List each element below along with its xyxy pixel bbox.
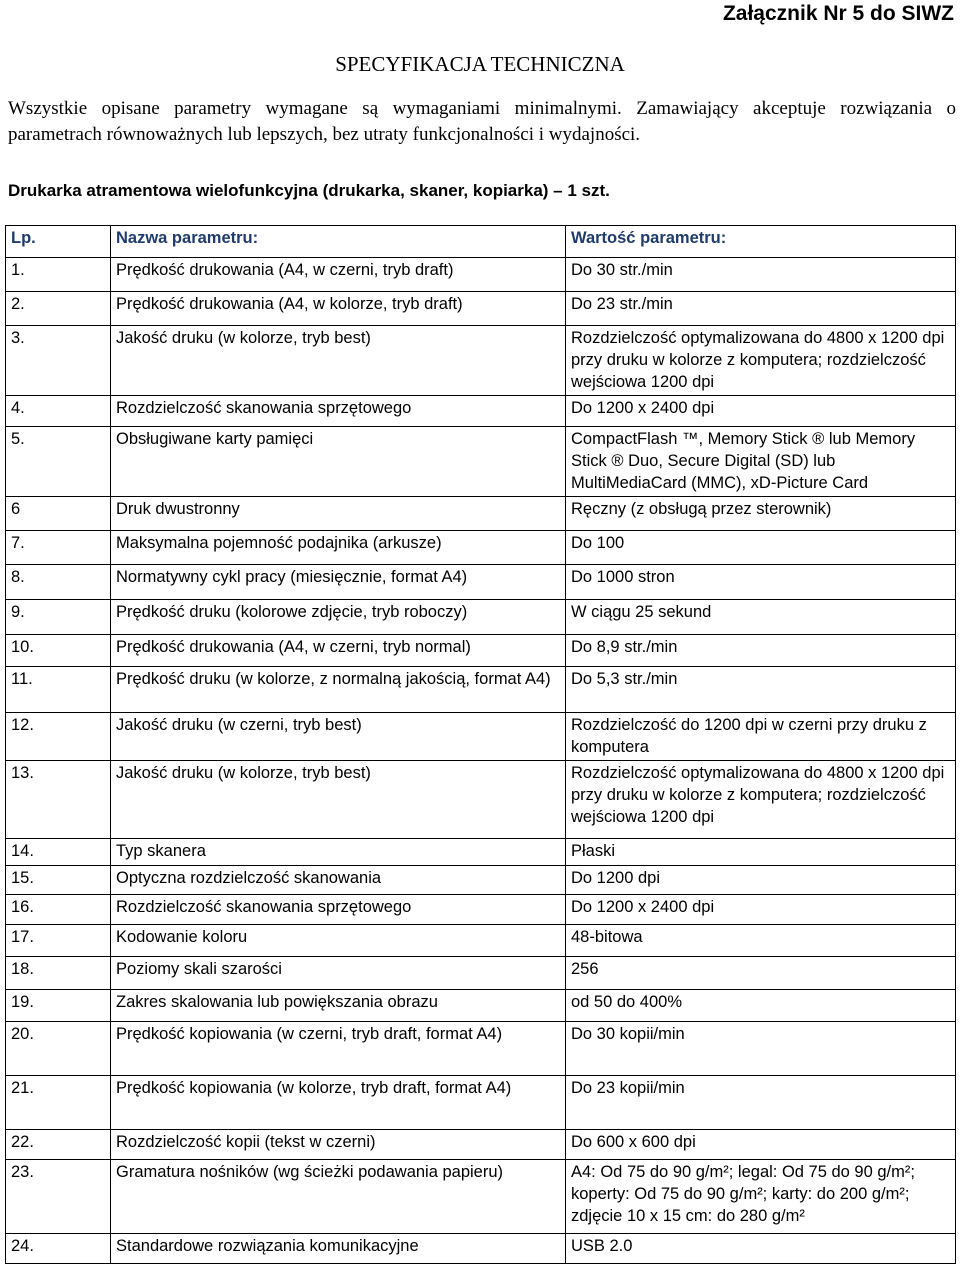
parameter-value: Do 1200 x 2400 dpi — [566, 895, 956, 925]
table-row — [6, 531, 956, 565]
parameter-value: Ręczny (z obsługą przez sterownik) — [566, 497, 956, 531]
parameter-value: Płaski — [566, 839, 956, 866]
table-row — [6, 565, 956, 600]
parameter-name: Jakość druku (w kolorze, tryb best) — [111, 326, 566, 396]
parameter-name: Prędkość drukowania (A4, w czerni, tryb draft) — [111, 258, 566, 292]
row-number: 16. — [6, 895, 111, 925]
parameter-name: Jakość druku (w czerni, tryb best) — [111, 713, 566, 761]
parameter-name: Typ skanera — [111, 839, 566, 866]
row-number: 1. — [6, 258, 111, 292]
table-row — [6, 600, 956, 635]
row-number: 15. — [6, 866, 111, 895]
row-number: 20. — [6, 1022, 111, 1076]
parameter-name: Standardowe rozwiązania komunikacyjne — [111, 1234, 566, 1264]
parameter-value: Do 8,9 str./min — [566, 635, 956, 667]
table-row — [6, 1076, 956, 1130]
parameter-value: Do 1200 dpi — [566, 866, 956, 895]
table-row — [6, 895, 956, 925]
parameter-value: Do 30 kopii/min — [566, 1022, 956, 1076]
row-number: 2. — [6, 292, 111, 326]
row-number: 21. — [6, 1076, 111, 1130]
parameter-name: Rozdzielczość skanowania sprzętowego — [111, 396, 566, 427]
document-title: SPECYFIKACJA TECHNICZNA — [335, 52, 625, 76]
parameter-value: 256 — [566, 957, 956, 990]
row-number: 3. — [6, 326, 111, 396]
row-number: 4. — [6, 396, 111, 427]
table-row — [6, 258, 956, 292]
parameter-value: Do 23 str./min — [566, 292, 956, 326]
parameter-name: Prędkość kopiowania (w czerni, tryb draft, format A4) — [111, 1022, 566, 1076]
row-number: 12. — [6, 713, 111, 761]
parameter-name: Normatywny cykl pracy (miesięcznie, format A4) — [111, 565, 566, 600]
row-number: 18. — [6, 957, 111, 990]
row-number: 9. — [6, 600, 111, 635]
table-row — [6, 713, 956, 761]
parameter-name: Rozdzielczość skanowania sprzętowego — [111, 895, 566, 925]
table-row — [6, 635, 956, 667]
row-number: 17. — [6, 925, 111, 957]
parameter-value: Do 100 — [566, 531, 956, 565]
parameter-value: Do 1000 stron — [566, 565, 956, 600]
table-row — [6, 1130, 956, 1160]
table-row — [6, 497, 956, 531]
row-number: 22. — [6, 1130, 111, 1160]
table-row — [6, 1234, 956, 1264]
row-number: 7. — [6, 531, 111, 565]
row-number: 23. — [6, 1160, 111, 1234]
parameter-value: Rozdzielczość do 1200 dpi w czerni przy druku z komputera — [566, 713, 956, 761]
row-number: 11. — [6, 667, 111, 713]
spec-table-body — [6, 258, 956, 1264]
parameter-value: W ciągu 25 sekund — [566, 600, 956, 635]
table-row — [6, 866, 956, 895]
parameter-name: Poziomy skali szarości — [111, 957, 566, 990]
row-number: 8. — [6, 565, 111, 600]
table-row — [6, 761, 956, 839]
parameter-name: Gramatura nośników (wg ścieżki podawania papieru) — [111, 1160, 566, 1234]
parameter-name: Prędkość druku (w kolorze, z normalną jakością, format A4) — [111, 667, 566, 713]
table-row — [6, 839, 956, 866]
parameter-value: Do 30 str./min — [566, 258, 956, 292]
table-row — [6, 396, 956, 427]
parameter-value: Do 23 kopii/min — [566, 1076, 956, 1130]
table-row — [6, 292, 956, 326]
header-parameter-name: Nazwa parametru: — [111, 226, 566, 258]
annex-label: Załącznik Nr 5 do SIWZ — [722, 2, 954, 25]
header-parameter-value: Wartość parametru: — [566, 226, 956, 258]
table-row — [6, 1022, 956, 1076]
parameter-value: CompactFlash ™, Memory Stick ® lub Memory Stick ® Duo, Secure Digital (SD) lub MultiMediaCard (MMC), xD-Picture Card — [566, 427, 956, 497]
table-row — [6, 990, 956, 1022]
intro-paragraph: Wszystkie opisane parametry wymagane są wymaganiami minimalnymi. Zamawiający akceptuje rozwiązania o parametrach równoważnych lub lepszych, bez utraty funkcjonalności i wydajności. — [8, 98, 956, 145]
spec-table — [5, 225, 956, 1264]
parameter-value: Rozdzielczość optymalizowana do 4800 x 1200 dpi przy druku w kolorze z komputera; rozdzielczość wejściowa 1200 dpi — [566, 326, 956, 396]
parameter-value: Rozdzielczość optymalizowana do 4800 x 1200 dpi przy druku w kolorze z komputera; rozdzielczość wejściowa 1200 dpi — [566, 761, 956, 839]
parameter-name: Zakres skalowania lub powiększania obrazu — [111, 990, 566, 1022]
table-row — [6, 667, 956, 713]
table-row — [6, 1160, 956, 1234]
parameter-value: 48-bitowa — [566, 925, 956, 957]
row-number: 10. — [6, 635, 111, 667]
row-number: 13. — [6, 761, 111, 839]
row-number: 6 — [6, 497, 111, 531]
table-row — [6, 925, 956, 957]
device-subtitle: Drukarka atramentowa wielofunkcyjna (drukarka, skaner, kopiarka) – 1 szt. — [8, 181, 610, 200]
parameter-value: od 50 do 400% — [566, 990, 956, 1022]
parameter-value: Do 1200 x 2400 dpi — [566, 396, 956, 427]
parameter-name: Prędkość drukowania (A4, w kolorze, tryb draft) — [111, 292, 566, 326]
header-lp: Lp. — [6, 226, 111, 258]
row-number: 14. — [6, 839, 111, 866]
table-row — [6, 326, 956, 396]
parameter-name: Rozdzielczość kopii (tekst w czerni) — [111, 1130, 566, 1160]
parameter-name: Prędkość druku (kolorowe zdjęcie, tryb roboczy) — [111, 600, 566, 635]
row-number: 19. — [6, 990, 111, 1022]
table-row — [6, 957, 956, 990]
parameter-value: USB 2.0 — [566, 1234, 956, 1264]
parameter-value: A4: Od 75 do 90 g/m²; legal: Od 75 do 90 g/m²; koperty: Od 75 do 90 g/m²; karty: do 200 g/m²; zdjęcie 10 x 15 cm: do 280 g/m² — [566, 1160, 956, 1234]
parameter-name: Kodowanie koloru — [111, 925, 566, 957]
row-number: 5. — [6, 427, 111, 497]
table-row — [6, 427, 956, 497]
parameter-name: Jakość druku (w kolorze, tryb best) — [111, 761, 566, 839]
parameter-name: Druk dwustronny — [111, 497, 566, 531]
row-number: 24. — [6, 1234, 111, 1264]
parameter-value: Do 600 x 600 dpi — [566, 1130, 956, 1160]
parameter-name: Optyczna rozdzielczość skanowania — [111, 866, 566, 895]
parameter-name: Prędkość kopiowania (w kolorze, tryb draft, format A4) — [111, 1076, 566, 1130]
parameter-value: Do 5,3 str./min — [566, 667, 956, 713]
parameter-name: Prędkość drukowania (A4, w czerni, tryb normal) — [111, 635, 566, 667]
spec-table-header-row — [6, 226, 956, 258]
parameter-name: Obsługiwane karty pamięci — [111, 427, 566, 497]
parameter-name: Maksymalna pojemność podajnika (arkusze) — [111, 531, 566, 565]
